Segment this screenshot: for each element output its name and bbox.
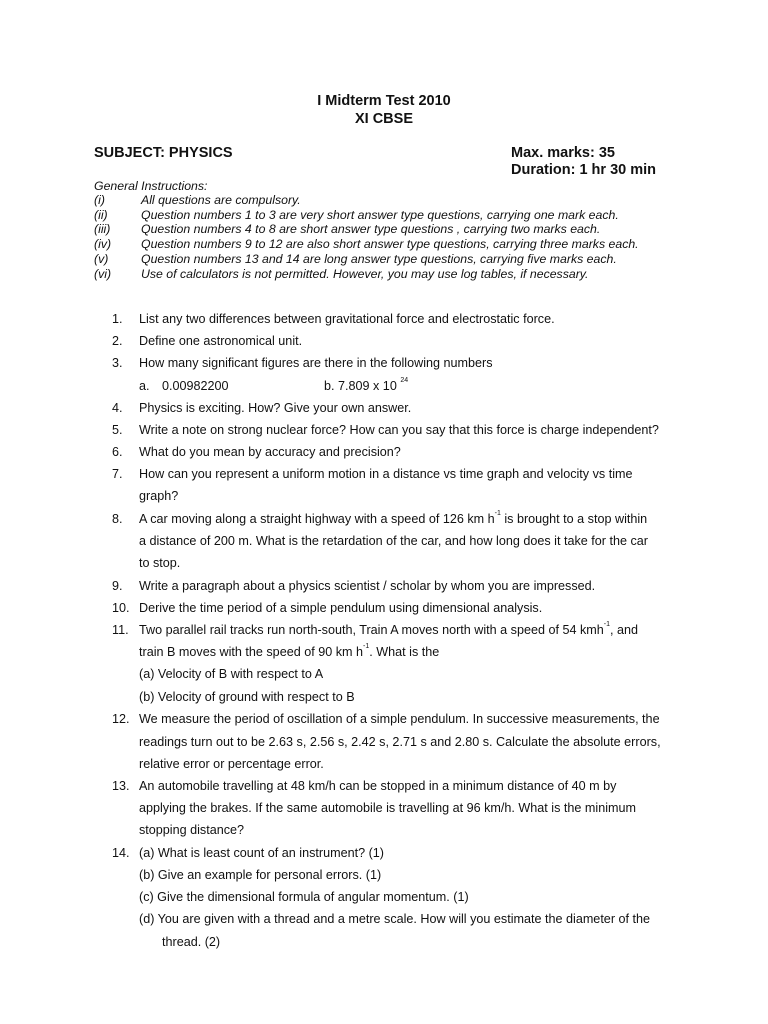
instruction-text: Question numbers 13 and 14 are long answer type questions, carrying five marks each. <box>141 252 617 266</box>
text-part: train B moves with the speed of 90 km h <box>139 645 364 659</box>
question-number: 1. <box>112 312 123 326</box>
question-text-cont: applying the brakes. If the same automobile is travelling at 96 km/h. What is the minimum <box>139 801 636 815</box>
test-title: I Midterm Test 2010 <box>317 93 451 109</box>
question-number: 6. <box>112 445 123 459</box>
sub-question: (d) You are given with a thread and a metre scale. How will you estimate the diameter of the <box>139 912 651 926</box>
question-text-cont: readings turn out to be 2.63 s, 2.56 s, 2.42 s, 2.71 s and 2.80 s. Calculate the absolute errors, <box>139 735 661 749</box>
instructions-heading: General Instructions: <box>94 179 208 193</box>
question-number: 8. <box>112 512 123 526</box>
question-number: 5. <box>112 423 123 437</box>
instruction-text: Question numbers 1 to 3 are very short answer type questions, carrying one mark each. <box>141 208 619 222</box>
instruction-text: Use of calculators is not permitted. However, you may use log tables, if necessary. <box>141 267 589 281</box>
sub-question: (c) Give the dimensional formula of angular momentum. (1) <box>139 890 469 904</box>
question-text: Define one astronomical unit. <box>139 334 303 348</box>
instruction-text: Question numbers 9 to 12 are also short answer type questions, carrying three marks each. <box>141 237 639 251</box>
instruction-number: (v) <box>94 252 109 266</box>
sub-question: (b) Velocity of ground with respect to B <box>139 690 355 704</box>
sub-question: (a) Velocity of B with respect to A <box>139 667 324 681</box>
instruction-number: (ii) <box>94 208 108 222</box>
instruction-number: (iv) <box>94 237 112 251</box>
sub-question-cont: thread. (2) <box>162 935 221 949</box>
sub-question: (b) Give an example for personal errors. (1) <box>139 868 382 882</box>
superscript: -1 <box>603 621 611 628</box>
duration: Duration: 1 hr 30 min <box>511 162 657 178</box>
question-text: List any two differences between gravitational force and electrostatic force. <box>139 312 555 326</box>
question-number: 9. <box>112 579 123 593</box>
superscript: -1 <box>494 510 501 517</box>
question-text: Physics is exciting. How? Give your own answer. <box>139 401 412 415</box>
question-number: 11. <box>112 623 129 637</box>
question-text-cont: graph? <box>139 489 179 503</box>
subject-label: SUBJECT: PHYSICS <box>94 145 233 161</box>
question-text-cont: relative error or percentage error. <box>139 757 324 771</box>
sub-question: (a) What is least count of an instrument? (1) <box>139 846 384 860</box>
instruction-number: (i) <box>94 193 105 207</box>
question-number: 4. <box>112 401 123 415</box>
option-b-text: b. 7.809 x 10 <box>324 379 397 393</box>
question-text: How many significant figures are there in the following numbers <box>139 356 493 370</box>
question-text <box>139 623 638 637</box>
superscript: -1 <box>363 643 370 650</box>
question-text-cont: to stop. <box>139 556 181 570</box>
question-text-cont <box>139 645 439 659</box>
question-text: Write a note on strong nuclear force? How can you say that this force is charge independent? <box>139 423 659 437</box>
question-text: What do you mean by accuracy and precision? <box>139 445 401 459</box>
question-number: 7. <box>112 467 123 481</box>
text-part: is brought to a stop within <box>500 512 648 526</box>
question-number: 10. <box>112 601 130 615</box>
question-text: How can you represent a uniform motion in a distance vs time graph and velocity vs time <box>139 467 633 481</box>
question-number: 14. <box>112 846 130 860</box>
option-label: a. <box>139 379 150 393</box>
text-part: . What is the <box>369 645 440 659</box>
question-number: 3. <box>112 356 123 370</box>
text-part: A car moving along a straight highway with a speed of 126 km h <box>139 512 495 526</box>
instruction-number: (vi) <box>94 267 112 281</box>
question-text: We measure the period of oscillation of a simple pendulum. In successive measurements, the <box>139 712 660 726</box>
question-text <box>139 512 647 526</box>
instruction-number: (iii) <box>94 222 111 236</box>
max-marks: Max. marks: 35 <box>511 145 615 161</box>
question-text: Derive the time period of a simple pendulum using dimensional analysis. <box>139 601 543 615</box>
class-title: XI CBSE <box>354 111 413 127</box>
question-number: 13. <box>112 779 130 793</box>
exponent: 24 <box>400 377 409 384</box>
question-text-cont: a distance of 200 m. What is the retardation of the car, and how long does it take for the car <box>139 534 648 548</box>
question-number: 12. <box>112 712 130 726</box>
instruction-text: All questions are compulsory. <box>141 193 301 207</box>
text-part: , and <box>610 623 639 637</box>
question-text: Write a paragraph about a physics scientist / scholar by whom you are impressed. <box>139 579 596 593</box>
question-text: An automobile travelling at 48 km/h can be stopped in a minimum distance of 40 m by <box>139 779 617 793</box>
option-value: 0.00982200 <box>162 379 229 393</box>
instruction-text: Question numbers 4 to 8 are short answer type questions , carrying two marks each. <box>141 222 601 236</box>
option-b <box>324 379 408 393</box>
text-part: Two parallel rail tracks run north-south, Train A moves north with a speed of 54 kmh <box>139 623 604 637</box>
question-text-cont: stopping distance? <box>139 823 245 837</box>
question-number: 2. <box>112 334 123 348</box>
